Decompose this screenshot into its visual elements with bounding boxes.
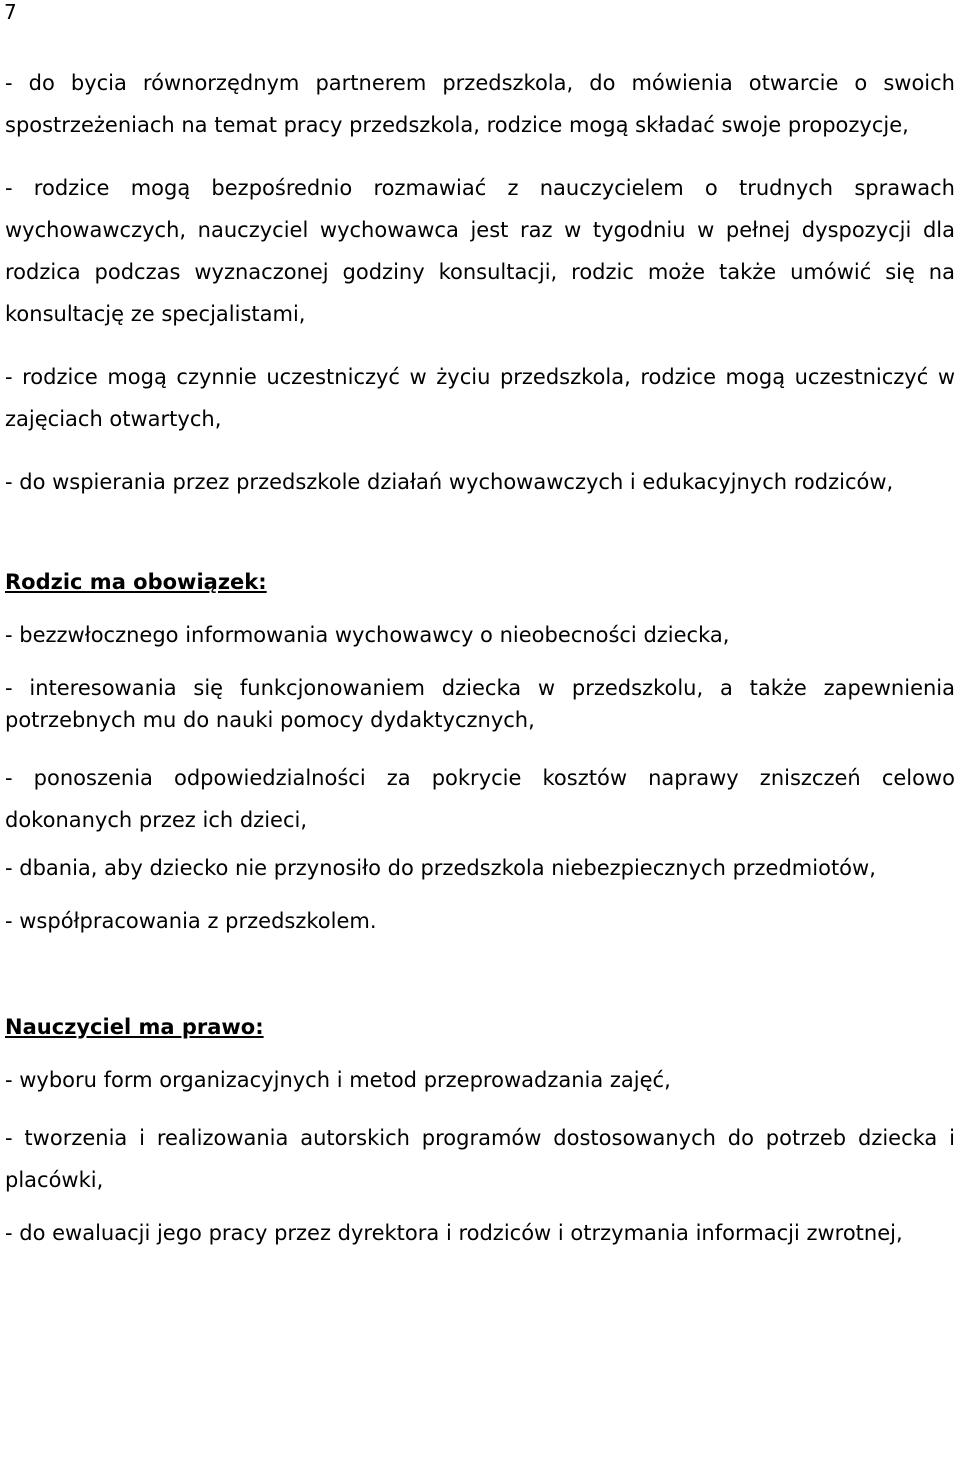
list-item: - do ewaluacji jego pracy przez dyrektora i rodziców i otrzymania informacji zwrotnej, bbox=[5, 1221, 903, 1245]
list-item: - tworzenia i realizowania autorskich programów dostosowanych do potrzeb dziecka i placówki, bbox=[5, 1126, 955, 1192]
list-item: - współpracowania z przedszkolem. bbox=[5, 909, 377, 933]
list-item: - rodzice mogą bezpośrednio rozmawiać z nauczycielem o trudnych sprawach wychowawczych, nauczyciel wychowawca jest raz w tygodniu w pełnej dyspozycji dla rodzica podczas wyznaczonej godziny konsultacji, rodzic może także umówić się na konsultację ze specjalistami, bbox=[5, 176, 955, 326]
list-item: - wyboru form organizacyjnych i metod przeprowadzania zajęć, bbox=[5, 1068, 671, 1092]
list-item: - do bycia równorzędnym partnerem przedszkola, do mówienia otwarcie o swoich spostrzeżeniach na temat pracy przedszkola, rodzice mogą składać swoje propozycje, bbox=[5, 71, 955, 137]
list-item: - do wspierania przez przedszkole działań wychowawczych i edukacyjnych rodziców, bbox=[5, 470, 894, 494]
list-item: - bezzwłocznego informowania wychowawcy o nieobecności dziecka, bbox=[5, 623, 730, 647]
section-heading-teacher-rights: Nauczyciel ma prawo: bbox=[5, 1015, 264, 1039]
list-item: - rodzice mogą czynnie uczestniczyć w życiu przedszkola, rodzice mogą uczestniczyć w zajęciach otwartych, bbox=[5, 365, 955, 431]
section-heading-parent-duties: Rodzic ma obowiązek: bbox=[5, 570, 267, 594]
page-number: 7 bbox=[4, 0, 17, 24]
list-item: - dbania, aby dziecko nie przynosiło do przedszkola niebezpiecznych przedmiotów, bbox=[5, 856, 876, 880]
list-item: - ponoszenia odpowiedzialności za pokrycie kosztów naprawy zniszczeń celowo dokonanych przez ich dzieci, bbox=[5, 766, 955, 832]
document-body bbox=[5, 62, 955, 1265]
list-item: - interesowania się funkcjonowaniem dziecka w przedszkolu, a także zapewnienia potrzebnych mu do nauki pomocy dydaktycznych, bbox=[5, 676, 955, 732]
